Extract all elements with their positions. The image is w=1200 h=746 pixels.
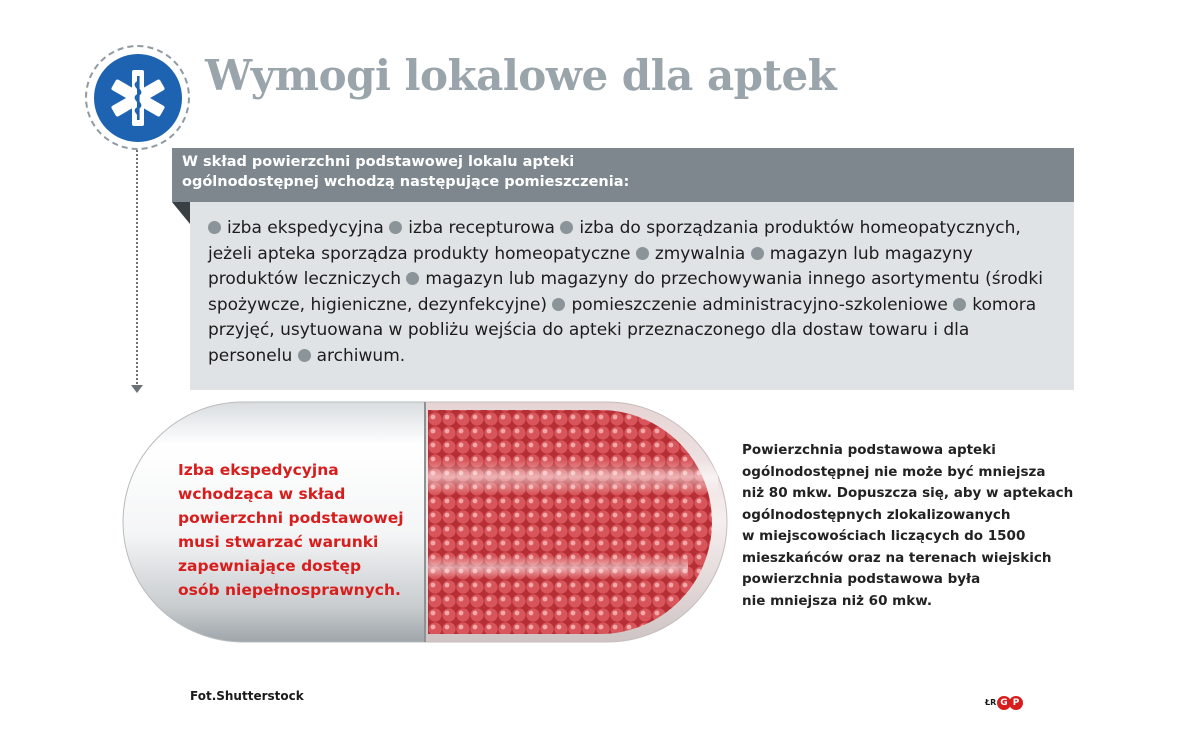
page-title: Wymogi lokalowe dla aptek xyxy=(205,51,837,100)
area-note-line: niż 80 mkw. Dopuszcza się, aby w aptekach xyxy=(742,485,1074,501)
logo-letter: P xyxy=(1009,696,1023,710)
bullet-dot-icon xyxy=(389,221,402,234)
bullet-dot-icon xyxy=(953,298,966,311)
bullet-dot-icon xyxy=(560,221,573,234)
list-item: pomieszczenie administracyjno-szkoleniowe xyxy=(552,295,947,315)
logo-letter: G xyxy=(997,696,1011,710)
area-note-line: mieszkańców oraz na terenach wiejskich xyxy=(742,549,1052,566)
list-item: izba do sporządzania produktów homeopatycznych, jeżeli apteka sporządza produkty homeopatyczne xyxy=(208,218,1021,264)
bullet-dot-icon xyxy=(751,247,764,260)
accessibility-note-line: musi stwarzać warunki xyxy=(178,533,379,551)
area-note-line: Powierzchnia podstawowa apteki xyxy=(742,442,996,458)
section-header-line-1: W skład powierzchni podstawowej lokalu apteki xyxy=(182,154,575,170)
list-item: magazyn lub magazyny produktów leczniczych xyxy=(208,243,973,289)
area-note-line: ogólnodostępnych zlokalizowanych xyxy=(742,506,1011,523)
star-of-life-icon xyxy=(94,54,182,142)
list-item: izba recepturowa xyxy=(389,218,555,238)
accessibility-note-line: powierzchni podstawowej xyxy=(178,509,404,527)
section-header-line-2: ogólnodostępnej wchodzą następujące pomieszczenia: xyxy=(182,174,630,190)
list-item: komora przyjęć, usytuowana w pobliżu wejścia do apteki przeznaczonego dla dostaw towaru i dla personelu xyxy=(208,294,1037,366)
accessibility-note-line: Izba ekspedycyjna xyxy=(178,461,339,479)
medical-badge xyxy=(85,45,190,150)
area-note-line: powierzchnia podstawowa była xyxy=(742,571,981,587)
arrow-down-icon xyxy=(131,385,143,393)
area-note-line: w miejscowościach liczących do 1500 xyxy=(742,528,1026,544)
accessibility-note-line: osób niepełnosprawnych. xyxy=(178,581,401,599)
area-note-line: ogólnodostępnej nie może być mniejsza xyxy=(742,463,1046,480)
list-item: magazyn lub magazyny do przechowywania innego asortymentu (środki spożywcze, higieniczne, dezynfekcyjne) xyxy=(208,269,1043,315)
bullet-dot-icon xyxy=(208,221,221,234)
bullet-dot-icon xyxy=(552,298,565,311)
list-item: izba ekspedycyjna xyxy=(208,218,384,238)
publisher-logo xyxy=(999,696,1023,710)
bullet-dot-icon xyxy=(406,272,419,285)
rooms-list xyxy=(190,202,1074,390)
list-item: zmywalnia xyxy=(636,244,746,264)
section-header xyxy=(172,148,1074,202)
bullet-dot-icon xyxy=(298,349,311,362)
accessibility-note-line: wchodząca w skład xyxy=(178,485,346,503)
list-item: archiwum. xyxy=(298,346,406,366)
area-note-line: nie mniejsza niż 60 mkw. xyxy=(742,592,932,609)
bullet-dot-icon xyxy=(636,247,649,260)
photo-credit: Fot.Shutterstock xyxy=(190,689,304,703)
accessibility-note xyxy=(178,458,404,602)
area-requirement-note xyxy=(742,440,1073,612)
timeline-dotted-line xyxy=(136,150,138,388)
header-fold-shadow xyxy=(172,202,190,224)
accessibility-note-line: zapewniające dostęp xyxy=(178,557,362,575)
author-initials: ŁR xyxy=(985,698,997,707)
